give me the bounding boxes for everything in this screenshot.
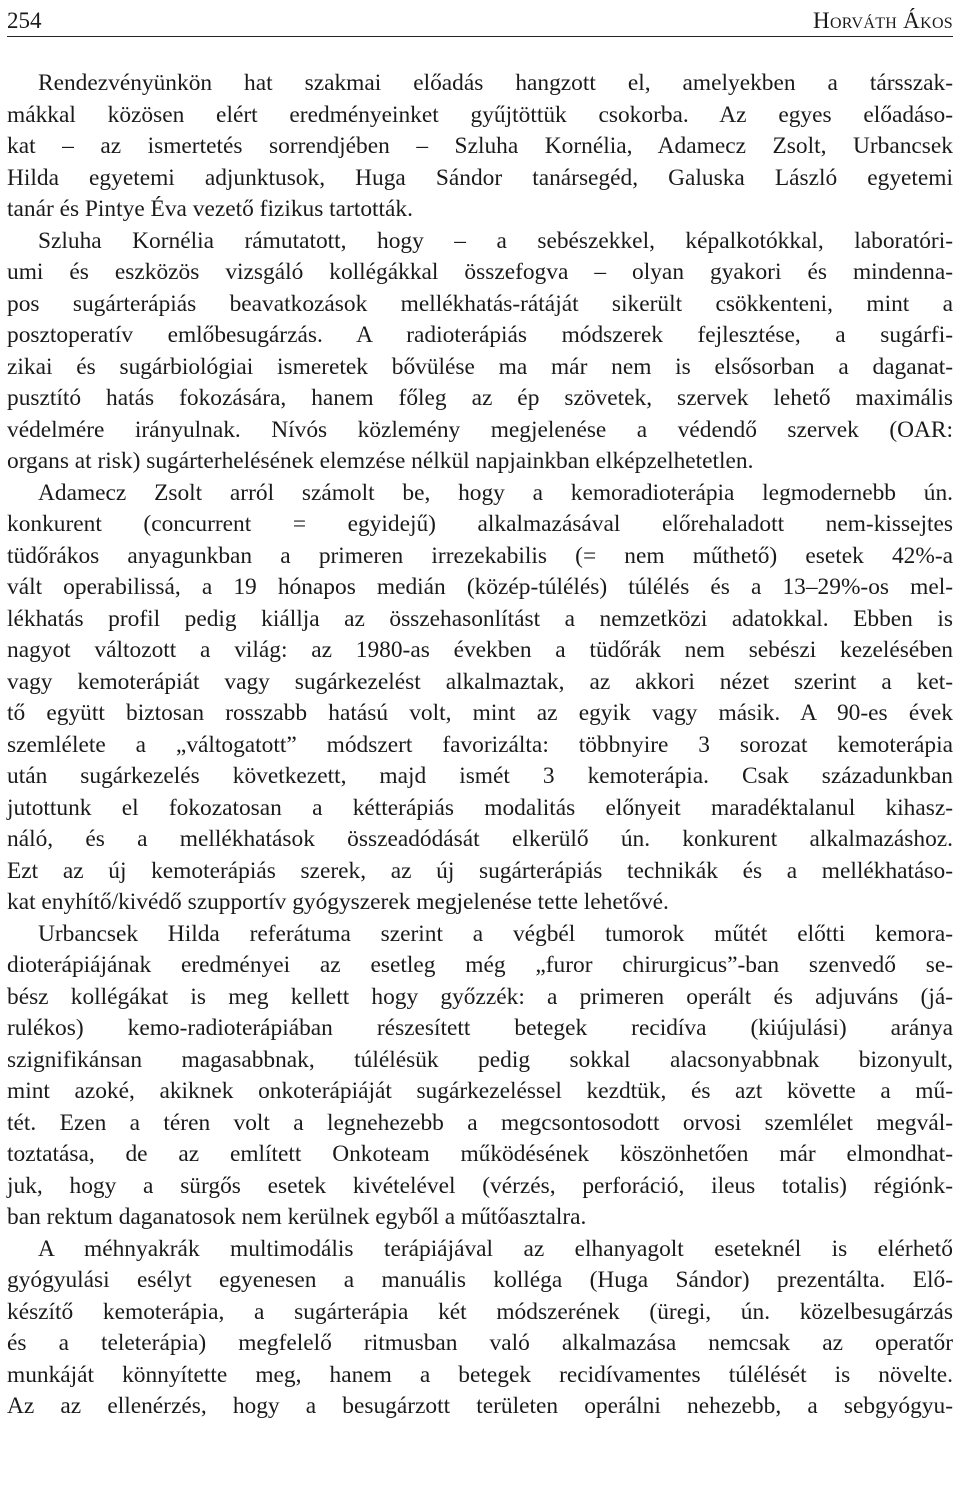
text-line: Szluha Kornélia rámutatott, hogy – a sebészekkel, képalkotókkal, laboratóri-: [38, 227, 953, 254]
text-line: umi és eszközös vizsgáló kollégákkal összefogva – olyan gyakori és mindenna-: [7, 259, 953, 285]
text-line: lékhatás profil pedig kiállja az összehasonlítást a nemzetközi adatokkal. Ebben is: [7, 605, 953, 632]
text-line: posztoperatív emlőbesugárzás. A radioterápiás módszerek fejlesztése, a sugárfi-: [7, 322, 953, 348]
text-line: juk, hogy a sürgős esetek kivételével (vérzés, perforáció, ileus totalis) régiónk-: [7, 1172, 953, 1199]
running-header-author: Horváth Ákos: [813, 8, 953, 33]
text-line: rulékos) kemo-radioterápiában részesített betegek recidíva (kiújulási) aránya: [7, 1015, 953, 1041]
running-header: [7, 6, 953, 37]
text-line: tő együtt biztosan rosszabb hatású volt, mint az egyik vagy másik. A 90-es évek: [7, 700, 953, 726]
text-line: szignifikánsan magasabbnak, túlélésük pedig sokkal alacsonyabbnak bizonyult,: [7, 1046, 953, 1073]
text-line: zikai és sugárbiológiai ismeretek bővülése ma már nem is elsősorban a daganat-: [7, 353, 953, 380]
text-line: védelmére irányulnak. Nívós közlemény megjelenése a védendő szervek (OAR:: [7, 416, 953, 443]
text-line: vagy kemoterápiát vagy sugárkezelést alkalmaztak, az akkori nézet szerint a ket-: [7, 668, 953, 695]
text-line: Hilda egyetemi adjunktusok, Huga Sándor tanársegéd, Galuska László egyetemi: [7, 164, 953, 191]
text-line: jutottunk el fokozatosan a kétterápiás modalitás előnyeit maradéktalanul kihasz-: [7, 794, 953, 821]
text-line: ban rektum daganatosok nem kerülnek egyből a műtőasztalra.: [7, 1204, 587, 1230]
text-line: munkáját könnyítette meg, hanem a betegek recidívamentes túlélését is növelte.: [7, 1361, 953, 1388]
text-line: toztatása, de az említett Onkoteam működésének köszönhetően már elmondhat-: [7, 1141, 953, 1167]
text-line: Ezt az új kemoterápiás szerek, az új sugárterápiás technikák és a mellékhatáso-: [7, 857, 953, 884]
text-line: gyógyulási esélyt egyenesen a manuális kolléga (Huga Sándor) prezentálta. Elő-: [7, 1267, 953, 1293]
text-line: Adamecz Zsolt arról számolt be, hogy a kemoradioterápia legmodernebb ún.: [38, 479, 953, 506]
text-line: vált operabilissá, a 19 hónapos medián (közép-túlélés) túlélés és a 13–29%-os mel-: [7, 574, 953, 600]
text-line: nagyot változott a világ: az 1980-as években a tüdőrák nem sebészi kezelésében: [7, 637, 953, 663]
text-line: tét. Ezen a téren volt a legnehezebb a megcsontosodott orvosi szemlélet megvál-: [7, 1109, 953, 1136]
text-line: mákkal közösen elért eredményeinket gyűjtöttük csokorba. Az egyes előadáso-: [7, 101, 953, 128]
text-line: Az az ellenérzés, hogy a besugárzott területen operálni nehezebb, a sebgyógyu-: [7, 1393, 953, 1419]
text-line: mint azoké, akiknek onkoterápiáját sugárkezeléssel kezdtük, és azt követte a mű-: [7, 1078, 953, 1104]
page-number: 254: [7, 8, 42, 33]
text-line: náló, és a mellékhatások összeadódását elkerülő ún. konkurent alkalmazáshoz.: [7, 826, 953, 852]
text-line: kat enyhítő/kivédő szupportív gyógyszerek megjelenése tette lehetővé.: [7, 889, 669, 915]
text-line: organs at risk) sugárterhelésének elemzése nélkül napjainkban elképzelhetetlen.: [7, 448, 754, 474]
text-line: készítő kemoterápia, a sugárterápia két módszerének (üregi, ún. közelbesugárzás: [7, 1298, 953, 1325]
text-line: bész kollégákat is meg kellett hogy győzzék: a primeren operált és adjuváns (já-: [7, 983, 953, 1010]
text-line: után sugárkezelés következett, majd ismét 3 kemoterápia. Csak századunkban: [7, 763, 953, 789]
text-line: kat – az ismertetés sorrendjében – Szluha Kornélia, Adamecz Zsolt, Urbancsek: [7, 133, 953, 159]
text-line: A méhnyakrák multimodális terápiájával az elhanyagolt eseteknél is elérhető: [38, 1235, 953, 1262]
text-line: tanár és Pintye Éva vezető fizikus tartották.: [7, 196, 413, 222]
text-line: dioterápiájának eredményei az esetleg még „furor chirurgicus”-ban szenvedő se-: [7, 952, 953, 978]
text-line: szemlélete a „váltogatott” módszert favorizálta: többnyire 3 sorozat kemoterápia: [7, 731, 953, 758]
text-line: pusztító hatás fokozására, hanem főleg az ép szövetek, szervek lehető maximális: [7, 385, 953, 411]
text-line: pos sugárterápiás beavatkozások mellékhatás-rátáját sikerült csökkenteni, mint a: [7, 290, 953, 317]
text-line: konkurent (concurrent = egyidejű) alkalmazásával előrehaladott nem-kissejtes: [7, 511, 953, 537]
text-line: és a teleterápia) megfelelő ritmusban való alkalmazása nemcsak az operatőr: [7, 1330, 953, 1356]
text-line: Rendezvényünkön hat szakmai előadás hangzott el, amelyekben a társszak-: [38, 70, 953, 96]
text-line: Urbancsek Hilda referátuma szerint a végbél tumorok műtét előtti kemora-: [38, 920, 953, 947]
text-line: tüdőrákos anyagunkban a primeren irrezekabilis (= nem műthető) esetek 42%-a: [7, 542, 953, 569]
body-text: [7, 68, 953, 1423]
